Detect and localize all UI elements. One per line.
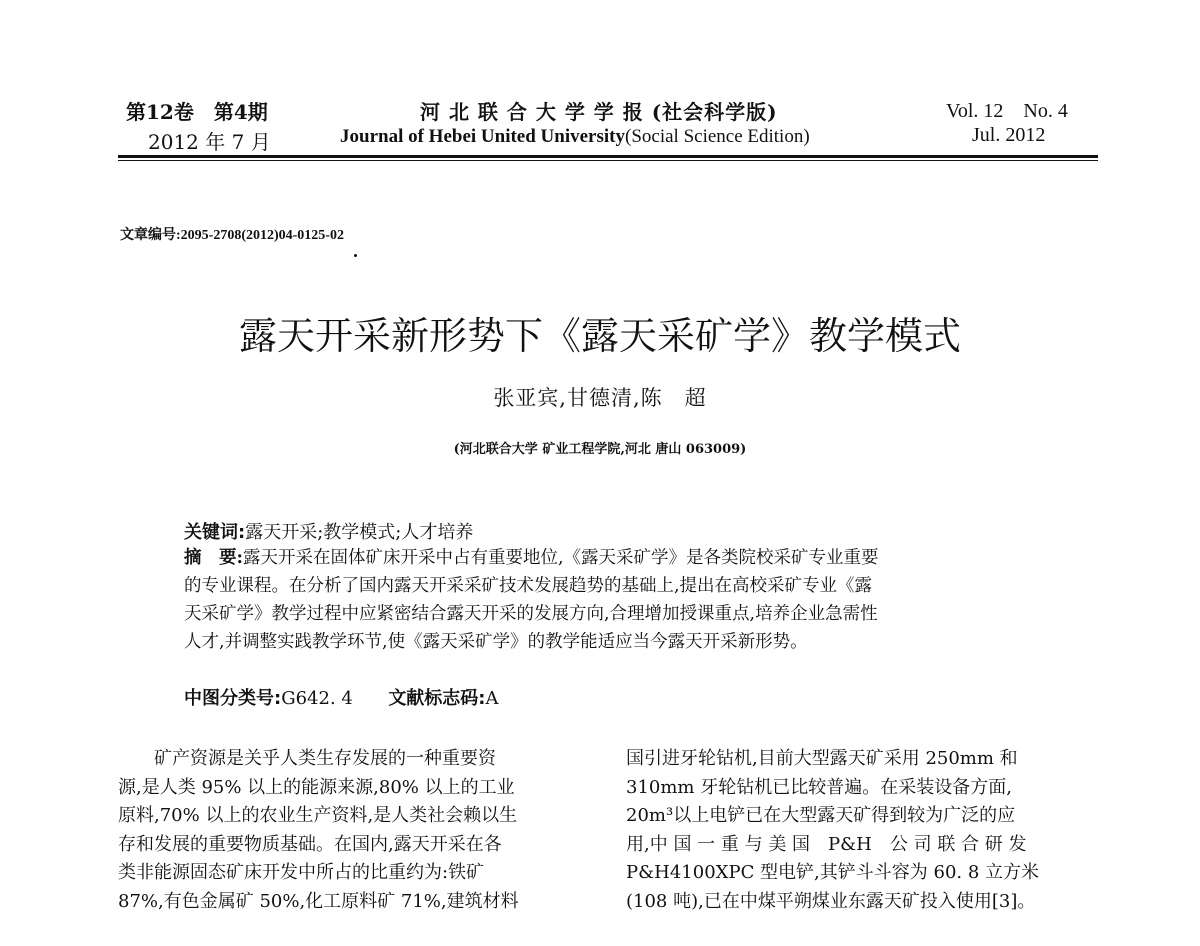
journal-title-en <box>340 126 810 148</box>
body-right-line: 用,中 国 一 重 与 美 国 P&H 公 司 联 合 研 发 <box>626 833 1027 855</box>
classification <box>184 684 499 710</box>
clc-label: 中图分类号: <box>184 688 282 709</box>
abstract-line-1: 摘 要:露天开采在固体矿床开采中占有重要地位,《露天采矿学》是各类院校采矿专业重要 <box>184 548 879 568</box>
body-left-column <box>118 745 588 916</box>
body-right-column <box>626 745 1101 916</box>
journal-title-cn: 河 北 联 合 大 学 学 报 (社会科学版) <box>420 100 778 124</box>
body-left-line: 矿产资源是关乎人类生存发展的一种重要资 <box>118 748 496 769</box>
header-rule-thick <box>118 155 1098 158</box>
doc-label: 文献标志码: <box>388 688 486 709</box>
journal-title-en-rest: (Social Science Edition) <box>625 126 810 147</box>
date-cn: 2012 年 7 月 <box>148 130 271 154</box>
date-en: Jul. 2012 <box>972 124 1046 146</box>
keywords-label: 关键词: <box>184 522 246 543</box>
affiliation: (河北联合大学 矿业工程学院,河北 唐山 063009) <box>453 442 747 457</box>
article-number: 文章编号:2095-2708(2012)04-0125-02 <box>120 228 344 243</box>
abstract <box>184 544 1034 656</box>
body-right-line: 310mm 牙轮钻机已比较普遍。在采装设备方面, <box>626 776 1012 798</box>
body-right-line: 国引进牙轮钻机,目前大型露天矿采用 250mm 和 <box>626 748 1018 769</box>
body-left-line: 存和发展的重要物质基础。在国内,露天开采在各 <box>118 833 502 855</box>
stray-dot <box>354 254 357 257</box>
volume-issue: 第12卷 第4期 <box>126 100 268 124</box>
body-left-line: 原料,70% 以上的农业生产资料,是人类社会赖以生 <box>118 805 518 826</box>
body-right-line: (108 吨),已在中煤平朔煤业东露天矿投入使用[3]。 <box>626 890 1036 912</box>
authors: 张亚宾,甘德清,陈 超 <box>493 386 707 410</box>
keywords-text: 露天开采;教学模式;人才培养 <box>245 522 474 543</box>
body-right-line: P&H4100XPC 型电铲,其铲斗斗容为 60. 8 立方米 <box>626 862 1040 883</box>
paper-title: 露天开采新形势下《露天采矿学》教学模式 <box>238 314 961 358</box>
doc-value: A <box>485 688 499 709</box>
header-rule-thin <box>118 160 1098 161</box>
abstract-line-2: 的专业课程。在分析了国内露天开采采矿技术发展趋势的基础上,提出在高校采矿专业《露 <box>184 576 873 596</box>
body-right-line: 20m³以上电铲已在大型露天矿得到较为广泛的应 <box>626 805 1016 826</box>
abstract-line-3: 天采矿学》教学过程中应紧密结合露天开采的发展方向,合理增加授课重点,培养企业急需性 <box>184 604 878 624</box>
clc-value: G642. 4 <box>281 688 353 709</box>
journal-title-en-bold: Journal of Hebei United University <box>340 126 625 147</box>
body-left-line: 源,是人类 95% 以上的能源来源,80% 以上的工业 <box>118 776 515 798</box>
abstract-line-4: 人才,并调整实践教学环节,使《露天采矿学》的教学能适应当今露天开采新形势。 <box>184 632 808 652</box>
abstract-label: 摘 要: <box>184 548 243 568</box>
vol-no: Vol. 12 No. 4 <box>946 100 1068 122</box>
body-left-line: 类非能源固态矿床开发中所占的比重约为:铁矿 <box>118 862 485 883</box>
body-left-line: 87%,有色金属矿 50%,化工原料矿 71%,建筑材料 <box>118 890 519 912</box>
keywords <box>184 518 473 544</box>
